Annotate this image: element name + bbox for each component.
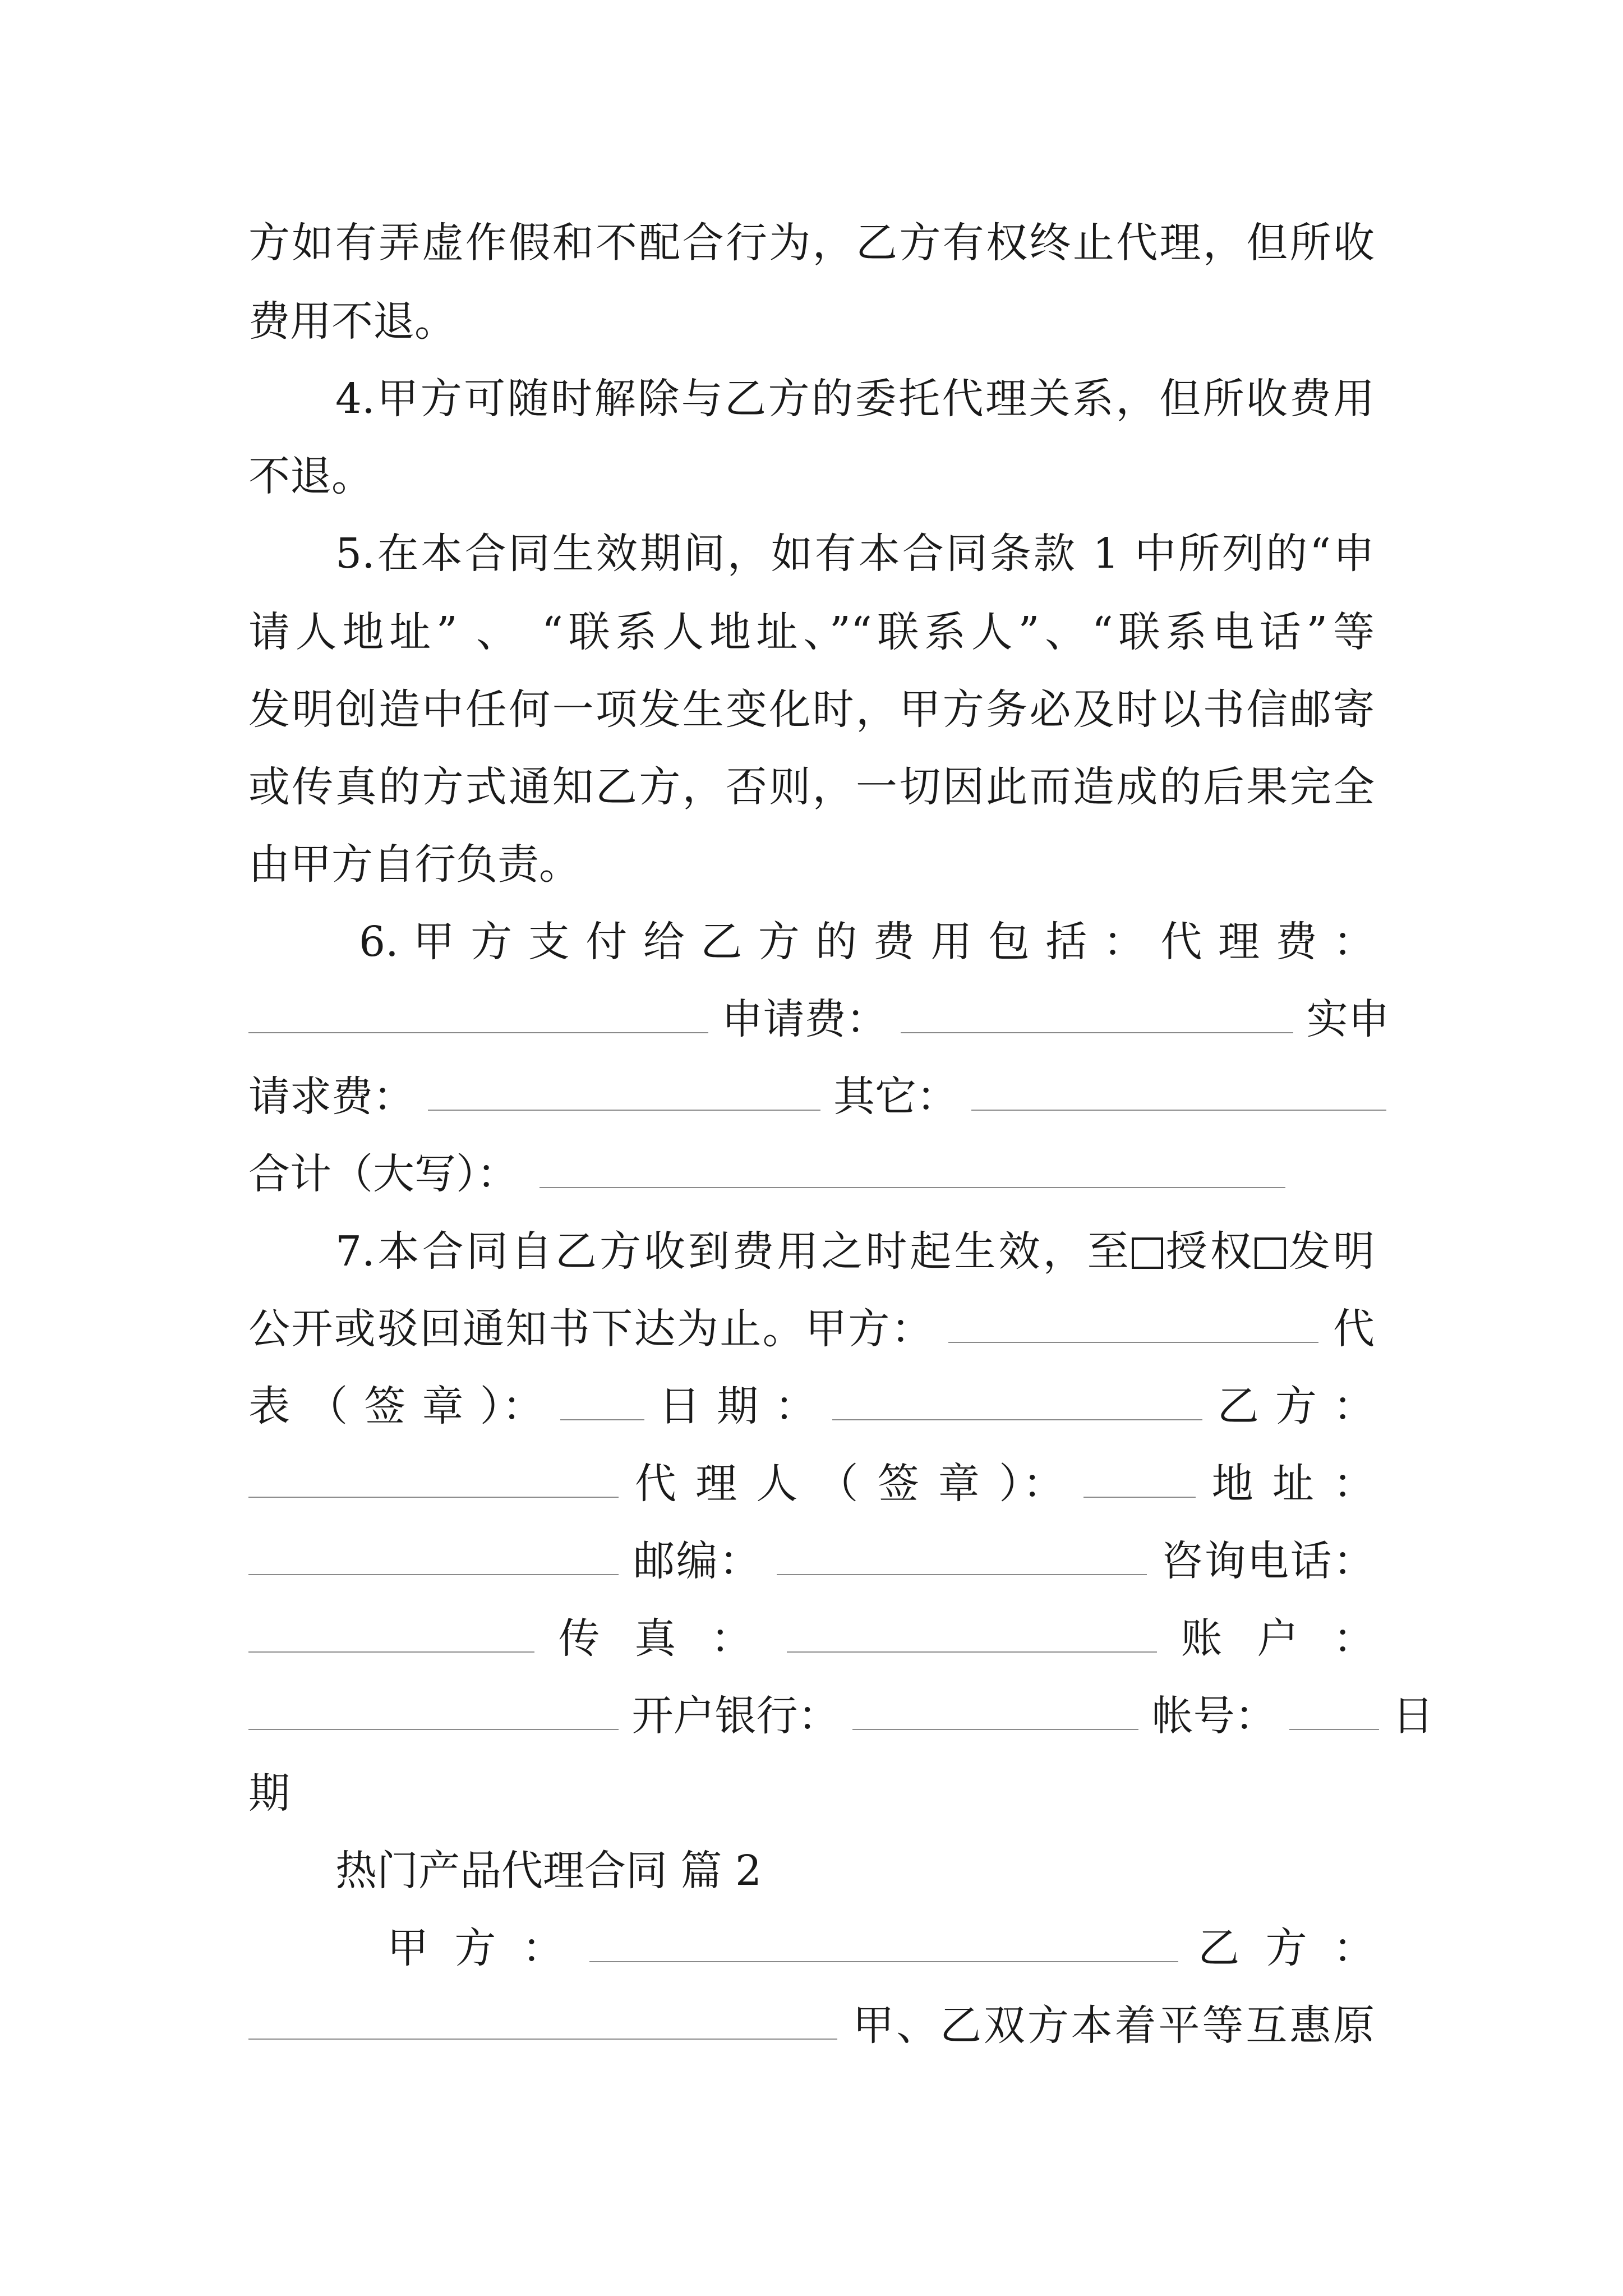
party-b-label: 乙 方 ： bbox=[1217, 1382, 1375, 1430]
s2-party-a-blank[interactable] bbox=[589, 1926, 1178, 1962]
fax-label: 传 真 ： bbox=[558, 1614, 763, 1663]
exam-fee-label-b: 请求费： bbox=[248, 1073, 414, 1121]
address-label: 地 址 ： bbox=[1211, 1460, 1375, 1508]
signature-line6: 期 bbox=[248, 1769, 290, 1818]
rep-sign-blank[interactable] bbox=[560, 1384, 644, 1420]
fax-blank[interactable] bbox=[787, 1617, 1157, 1653]
signature-line5 bbox=[248, 1690, 1434, 1742]
other-fee-blank[interactable] bbox=[971, 1075, 1386, 1111]
clause5-line2-c: “联系人地址、”“联系人”、“联系电话”等 bbox=[542, 608, 1375, 656]
clause5-line3: 发明创造中任何一项发生变化时，甲方务必及时以书信邮寄 bbox=[248, 685, 1375, 734]
clause7-line2 bbox=[248, 1303, 1375, 1355]
account-label: 账 户 ： bbox=[1181, 1614, 1375, 1663]
clause5-line2 bbox=[248, 606, 1375, 658]
apply-fee-blank[interactable] bbox=[901, 997, 1293, 1033]
date2-label-a: 日 bbox=[1392, 1692, 1434, 1740]
section2-line2 bbox=[248, 2000, 1375, 2051]
clause6-line1: 6. 甲 方 支 付 给 乙 方 的 费 用 包 括 ： 代 理 费 ： bbox=[359, 918, 1375, 966]
party-a-blank[interactable] bbox=[948, 1307, 1318, 1343]
clause5-line2-b: 、 bbox=[476, 608, 523, 656]
bank-blank[interactable] bbox=[852, 1694, 1138, 1730]
signature-line1 bbox=[248, 1381, 1375, 1432]
account-no-blank[interactable] bbox=[1289, 1694, 1379, 1730]
clause5-line2-a: 请人地址” bbox=[248, 608, 458, 656]
section2-line1 bbox=[387, 1922, 1375, 1974]
clause6-line4 bbox=[248, 1148, 1375, 1200]
party-b-blank[interactable] bbox=[248, 1462, 619, 1498]
agent-sign-label: 代 理 人 （ 签 章 ）： bbox=[634, 1460, 1067, 1508]
rep-label-b: 表 （ 签 章 ）： bbox=[248, 1382, 546, 1430]
s2-party-b-label: 乙 方 ： bbox=[1198, 1924, 1375, 1972]
s2-party-a-label: 甲 方 ： bbox=[387, 1924, 570, 1972]
signature-line2 bbox=[248, 1458, 1375, 1510]
s2-party-b-blank[interactable] bbox=[248, 2004, 837, 2040]
apply-fee-label: 申请费： bbox=[721, 995, 888, 1043]
clause7-line2-text: 公开或驳回通知书下达为止。甲方： bbox=[248, 1305, 934, 1353]
date-label: 日 期 ： bbox=[658, 1382, 818, 1430]
section2-title: 热门产品代理合同 篇 2 bbox=[335, 1847, 762, 1895]
clause7-text-b: 发明 bbox=[1285, 1227, 1375, 1276]
clause5-line1: 5.在本合同生效期间，如有本合同条款 1 中所列的“申 bbox=[335, 530, 1375, 578]
postcode-blank[interactable] bbox=[777, 1539, 1147, 1575]
agent-sign-blank[interactable] bbox=[1083, 1462, 1196, 1498]
signature-line3 bbox=[248, 1535, 1375, 1587]
address-blank[interactable] bbox=[248, 1539, 619, 1575]
clause6-line3 bbox=[248, 1071, 1375, 1122]
clause4-line2: 不退。 bbox=[248, 452, 373, 500]
publish-checkbox[interactable] bbox=[1255, 1237, 1286, 1269]
clause7-line1 bbox=[335, 1226, 1375, 1277]
bank-label: 开户银行： bbox=[631, 1692, 840, 1740]
clause4-line1: 4.甲方可随时解除与乙方的委托代理关系，但所收费用 bbox=[335, 375, 1375, 423]
other-fee-label: 其它： bbox=[833, 1073, 958, 1121]
clause3-line2: 费用不退。 bbox=[248, 297, 456, 346]
exam-fee-label-a: 实申 bbox=[1306, 995, 1390, 1043]
account-blank[interactable] bbox=[248, 1694, 619, 1730]
agent-fee-blank[interactable] bbox=[248, 997, 708, 1033]
clause6-line2 bbox=[248, 993, 1390, 1045]
clause7-text-a: 7.本合同自乙方收到费用之时起生效，至 bbox=[335, 1227, 1132, 1276]
rep-label-a: 代 bbox=[1333, 1305, 1375, 1353]
clause5-line5: 由甲方自行负责。 bbox=[248, 840, 580, 889]
clause7-grant-label: 授权 bbox=[1163, 1227, 1255, 1276]
clause3-line1: 方如有弄虚作假和不配合行为，乙方有权终止代理，但所收 bbox=[248, 219, 1375, 267]
account-no-label: 帐号： bbox=[1151, 1692, 1276, 1740]
total-label: 合计（大写）： bbox=[248, 1150, 518, 1198]
s2-principle-text: 甲、乙双方本着平等互惠原 bbox=[852, 2001, 1375, 2050]
exam-fee-blank[interactable] bbox=[428, 1075, 820, 1111]
postcode-label: 邮编： bbox=[633, 1537, 762, 1585]
clause5-line4: 或传真的方式通知乙方，否则，一切因此而造成的后果完全 bbox=[248, 763, 1375, 811]
grant-checkbox[interactable] bbox=[1132, 1237, 1163, 1269]
date-blank[interactable] bbox=[832, 1384, 1202, 1420]
phone-blank[interactable] bbox=[248, 1617, 534, 1653]
signature-line4 bbox=[248, 1613, 1375, 1664]
phone-label: 咨询电话： bbox=[1161, 1537, 1375, 1585]
total-blank[interactable] bbox=[540, 1152, 1285, 1188]
